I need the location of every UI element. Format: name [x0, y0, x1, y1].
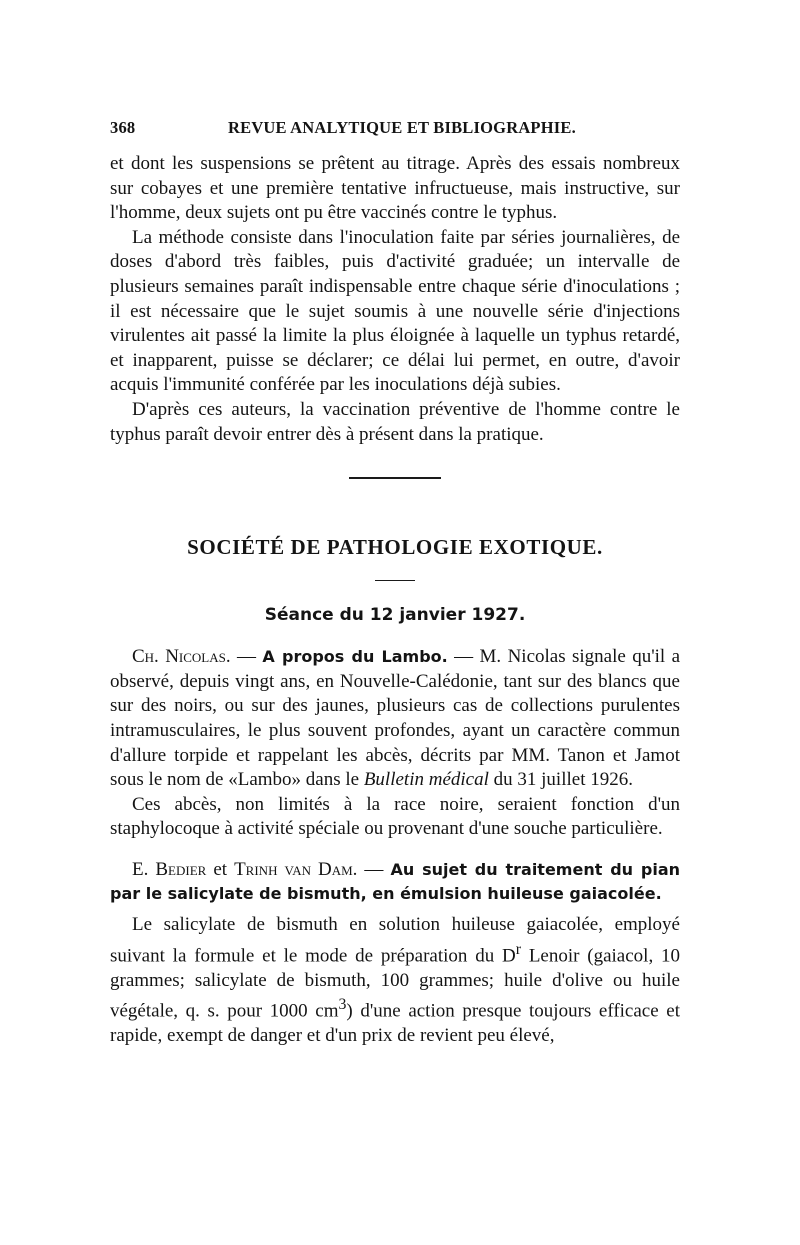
article-2-conjunction: et: [206, 858, 235, 880]
intro-paragraph-1: et dont les suspensions se prêtent au titrage. Après des essais nombreux sur cobayes et une première tentative infructueuse, mais instructive, sur l'homme, deux sujets ont pu être vaccinés contre le typhus.: [110, 153, 680, 224]
intro-paragraph-2: La méthode consiste dans l'inoculation faite par séries journalières, de doses d'abord très faibles, puis d'activité graduée; un intervalle de plusieurs semaines paraît indispensable entre chaque série d'inoculations ; il est nécessaire que le sujet soumis à une nouvelle série d'injections virulentes ait passé la limite la plus éloignée à laquelle un typhus retardé, et inapparent, puisse se déclarer; ce délai lui permet, en outre, d'avoir acquis l'immunité conférée par les inoculations déjà subies.: [110, 226, 680, 396]
article-2-heading: [110, 858, 680, 907]
article-2-author-1: E. Bedier: [132, 858, 207, 880]
session-title: Séance du 12 janvier 1927.: [264, 605, 526, 626]
article-1-title: A propos du Lambo.: [262, 647, 448, 667]
title-divider: [375, 580, 415, 581]
article-gap: [110, 842, 680, 858]
article-1-paragraph-2: Ces abcès, non limités à la race noire, seraient fonction d'un staphylocoque à activité spéciale ou provenant d'une souche particulière.: [110, 793, 680, 840]
article-2-text-c: ) d'une action presque toujours efficace et rapide, exempt de danger et d'un prix de revient peu élevé,: [110, 1000, 680, 1047]
article-1-journal: Bulletin médical: [363, 769, 489, 791]
article-2-separator: —: [357, 858, 391, 880]
section-divider: [349, 477, 441, 479]
article-1-text-b: du 31 juillet 1926.: [488, 769, 633, 791]
article-1-separator-1: —: [230, 646, 263, 668]
article-2-text-a: Le salicylate de bismuth en solution huileuse gaiacolée, employé suivant la formule et le mode de préparation du D: [110, 914, 680, 966]
page-number: 368: [110, 118, 136, 137]
article-2-superscript-2: 3: [338, 996, 347, 1014]
running-title: REVUE ANALYTIQUE ET BIBLIOGRAPHIE.: [228, 118, 576, 137]
article-1-author: Ch. Nicolas.: [132, 646, 231, 668]
section-title: SOCIÉTÉ DE PATHOLOGIE EXOTIQUE.: [187, 535, 603, 560]
article-2-title: Au sujet du traitement du pian par le salicylate de bismuth, en émulsion huileuse gaiacolée.: [110, 859, 681, 904]
article-1-paragraph-1: [110, 645, 680, 793]
running-header: [110, 118, 680, 152]
article-2-superscript-1: r: [515, 940, 522, 958]
article-2-text-b: Lenoir (gaiacol, 10 grammes; salicylate de bismuth, 100 grammes; huile d'olive ou huile végétale, q. s. pour 1000 cm: [110, 944, 680, 1022]
document-page: [110, 118, 680, 1049]
article-2-author-2: Trinh van Dam.: [234, 858, 358, 880]
article-1-separator-2: —: [447, 646, 480, 668]
article-2-paragraph-1: [110, 913, 680, 1049]
intro-paragraph-3: D'après ces auteurs, la vaccination préventive de l'homme contre le typhus paraît devoir entrer dès à présent dans la pratique.: [110, 398, 680, 445]
article-1-text-a: M. Nicolas signale qu'il a observé, depuis vingt ans, en Nouvelle-Calédonie, tant sur des blancs que sur des noirs, ou sur des jaunes, plusieurs cas de collections purulentes intramusculaires, le plus souvent profondes, ayant un caractère commun d'allure torpide et rappelant les abcès, décrits par MM. Tanon et Jamot sous le nom de «Lambo» dans le: [110, 646, 680, 791]
